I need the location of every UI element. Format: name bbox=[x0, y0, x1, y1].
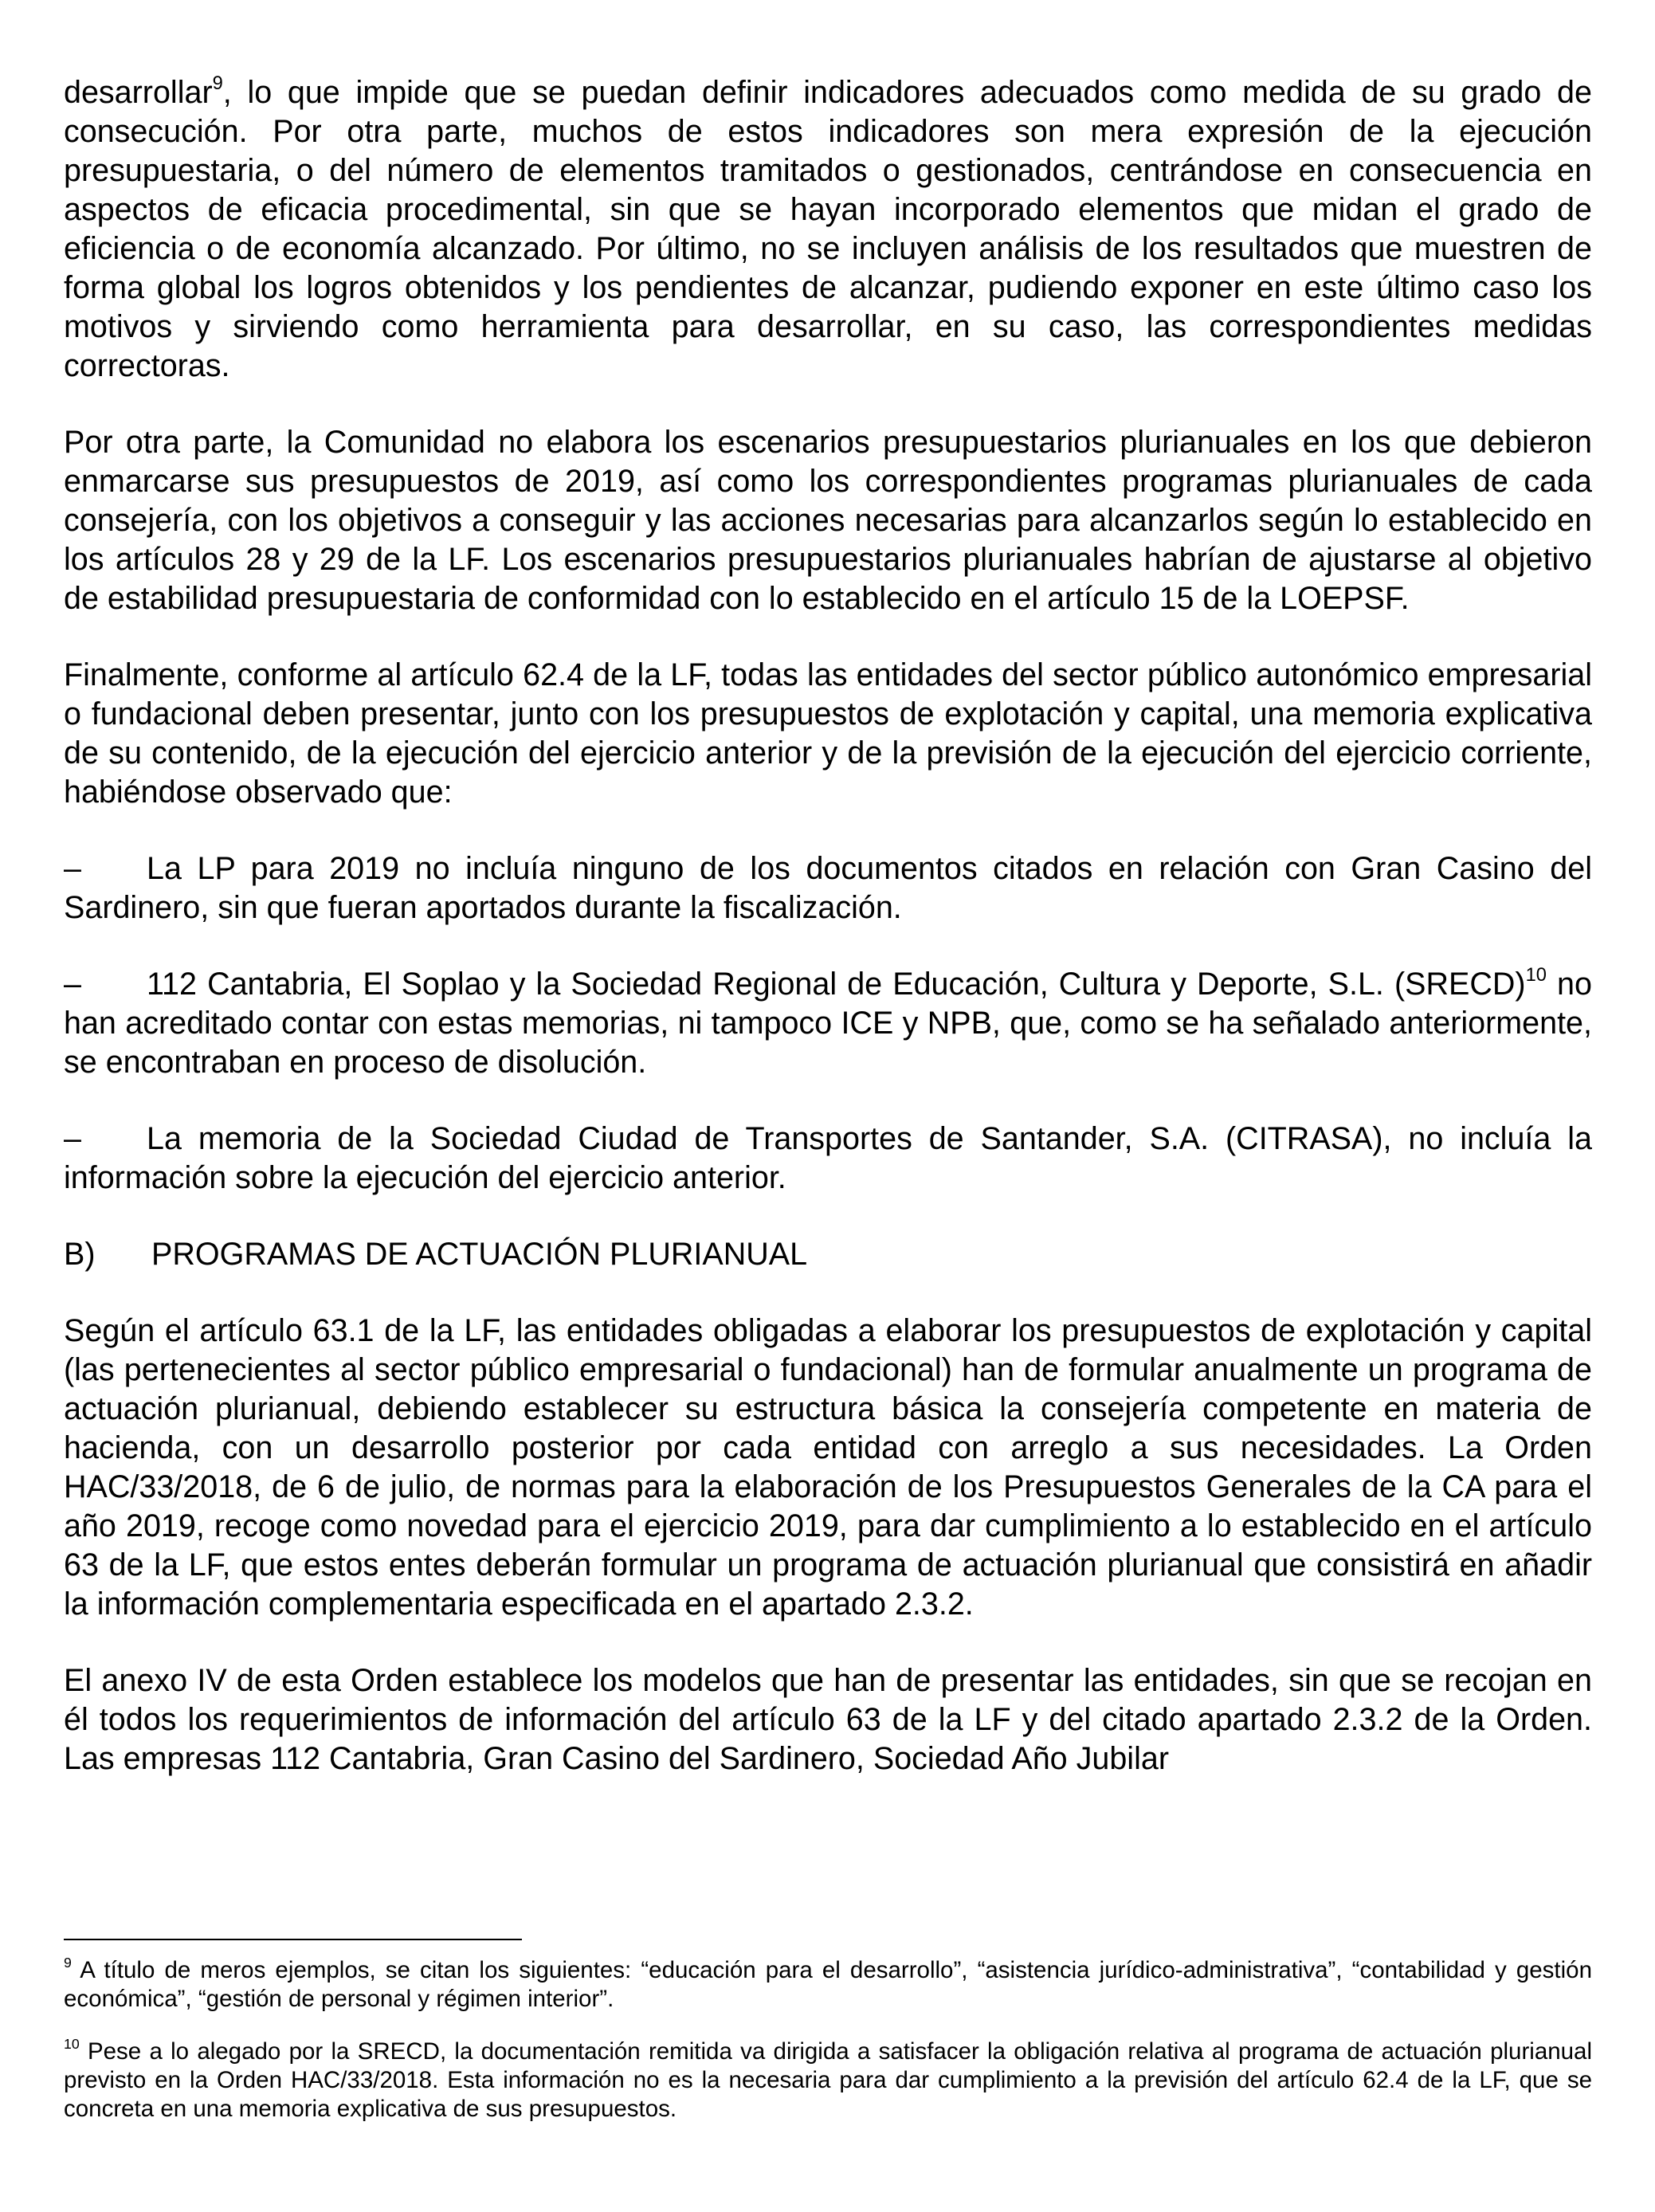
footnote-mark: 9 bbox=[64, 1955, 72, 1971]
footnote-9 bbox=[64, 1956, 1592, 2014]
footnote-10 bbox=[64, 2037, 1592, 2124]
bullet-text: 112 Cantabria, El Soplao y la Sociedad Regional de Educación, Cultura y Deporte, S.L. (SRECD) bbox=[147, 967, 1526, 1002]
footnote-ref-10[interactable]: 10 bbox=[1525, 965, 1547, 986]
document-body bbox=[64, 73, 1592, 1816]
section-title: PROGRAMAS DE ACTUACIÓN PLURIANUAL bbox=[151, 1237, 808, 1272]
bullet-text: no han acreditado contar con estas memorias, ni tampoco ICE y NPB, que, como se ha señalado anteriormente, se encontraban en proceso de disolución. bbox=[64, 967, 1592, 1080]
footnotes bbox=[64, 1956, 1592, 2147]
paragraph-budget-scenarios: Por otra parte, la Comunidad no elabora los escenarios presupuestarios plurianuales en los que debieron enmarcarse sus presupuestos de 2019, así como los correspondientes programas plurianuales de cada consejería, con los objetivos a conseguir y las acciones necesarias para alcanzarlos según lo establecido en los artículos 28 y 29 de la LF. Los escenarios presupuestarios plurianuales habrían de ajustarse al objetivo de estabilidad presupuestaria de conformidad con lo establecido en el artículo 15 de la LOEPSF. bbox=[64, 425, 1592, 616]
dash-bullet-icon: – bbox=[64, 851, 81, 886]
footnote-separator bbox=[64, 1939, 522, 1940]
paragraph-explanatory-memory: Finalmente, conforme al artículo 62.4 de la LF, todas las entidades del sector público autonómico empresarial o fundacional deben presentar, junto con los presupuestos de explotación y capital, una memoria explicativa de su contenido, de la ejecución del ejercicio anterior y de la previsión de la ejecución del ejercicio corriente, habiéndose observado que: bbox=[64, 657, 1592, 810]
footnote-ref-9[interactable]: 9 bbox=[212, 73, 223, 95]
paragraph-text: , lo que impide que se puedan definir indicadores adecuados como medida de su grado de consecución. Por otra parte, muchos de estos indicadores son mera expresión de la ejecución presupuestaria, o del número de elementos tramitados o gestionados, centrándose en consecuencia en aspectos de eficacia procedimental, sin que se hayan incorporado elementos que midan el grado de eficiencia o de economía alcanzado. Por último, no se incluyen análisis de los resultados que muestren de forma global los logros obtenidos y los pendientes de alcanzar, pudiendo exponer en este último caso los motivos y sirviendo como herramienta para desarrollar, en su caso, las correspondientes medidas correctoras. bbox=[64, 75, 1592, 383]
dash-bullet-icon: – bbox=[64, 967, 81, 1002]
paragraph-annex-iv: El anexo IV de esta Orden establece los modelos que han de presentar las entidades, sin que se recojan en él todos los requerimientos de información del artículo 63 de la LF y del citado apartado 2.3.2 de la Orden. Las empresas 112 Cantabria, Gran Casino del Sardinero, Sociedad Año Jubilar bbox=[64, 1663, 1592, 1776]
section-heading-b bbox=[64, 1235, 1592, 1274]
bullet-text: La memoria de la Sociedad Ciudad de Transportes de Santander, S.A. (CITRASA), no incluía la información sobre la ejecución del ejercicio anterior. bbox=[64, 1121, 1592, 1195]
footnote-mark: 10 bbox=[64, 2036, 80, 2053]
footnote-text: A título de meros ejemplos, se citan los siguientes: “educación para el desarrollo”, “asistencia jurídico-administrativa”, “contabilidad y gestión económica”, “gestión de personal y régimen interior”. bbox=[64, 1957, 1592, 2012]
dash-bullet-icon: – bbox=[64, 1121, 81, 1156]
footnote-text: Pese a lo alegado por la SRECD, la documentación remitida va dirigida a satisfacer la obligación relativa al programa de actuación plurianual previsto en la Orden HAC/33/2018. Esta información no es la necesaria para dar cumplimiento a la previsión del artículo 62.4 de la LF, que se concreta en una memoria explicativa de sus presupuestos. bbox=[64, 2038, 1592, 2122]
paragraph-indicators bbox=[64, 73, 1592, 386]
paragraph-article-63: Según el artículo 63.1 de la LF, las entidades obligadas a elaborar los presupuestos de explotación y capital (las pertenecientes al sector público empresarial o fundacional) han de formular anualmente un programa de actuación plurianual, debiendo establecer su estructura básica la consejería competente en materia de hacienda, con un desarrollo posterior por cada entidad con arreglo a sus necesidades. La Orden HAC/33/2018, de 6 de julio, de normas para la elaboración de los Presupuestos Generales de la CA para el año 2019, recoge como novedad para el ejercicio 2019, para dar cumplimiento a lo establecido en el artículo 63 de la LF, que estos entes deberán formular un programa de actuación plurianual que consistirá en añadir la información complementaria especificada en el apartado 2.3.2. bbox=[64, 1313, 1592, 1622]
bullet-item-112-cantabria bbox=[64, 965, 1592, 1082]
section-letter: B) bbox=[64, 1237, 96, 1272]
paragraph-text: desarrollar bbox=[64, 75, 213, 110]
bullet-text: La LP para 2019 no incluía ninguno de los documentos citados en relación con Gran Casino del Sardinero, sin que fueran aportados durante la fiscalización. bbox=[64, 851, 1592, 925]
bullet-item-citrasa bbox=[64, 1120, 1592, 1198]
bullet-item-gran-casino bbox=[64, 849, 1592, 928]
